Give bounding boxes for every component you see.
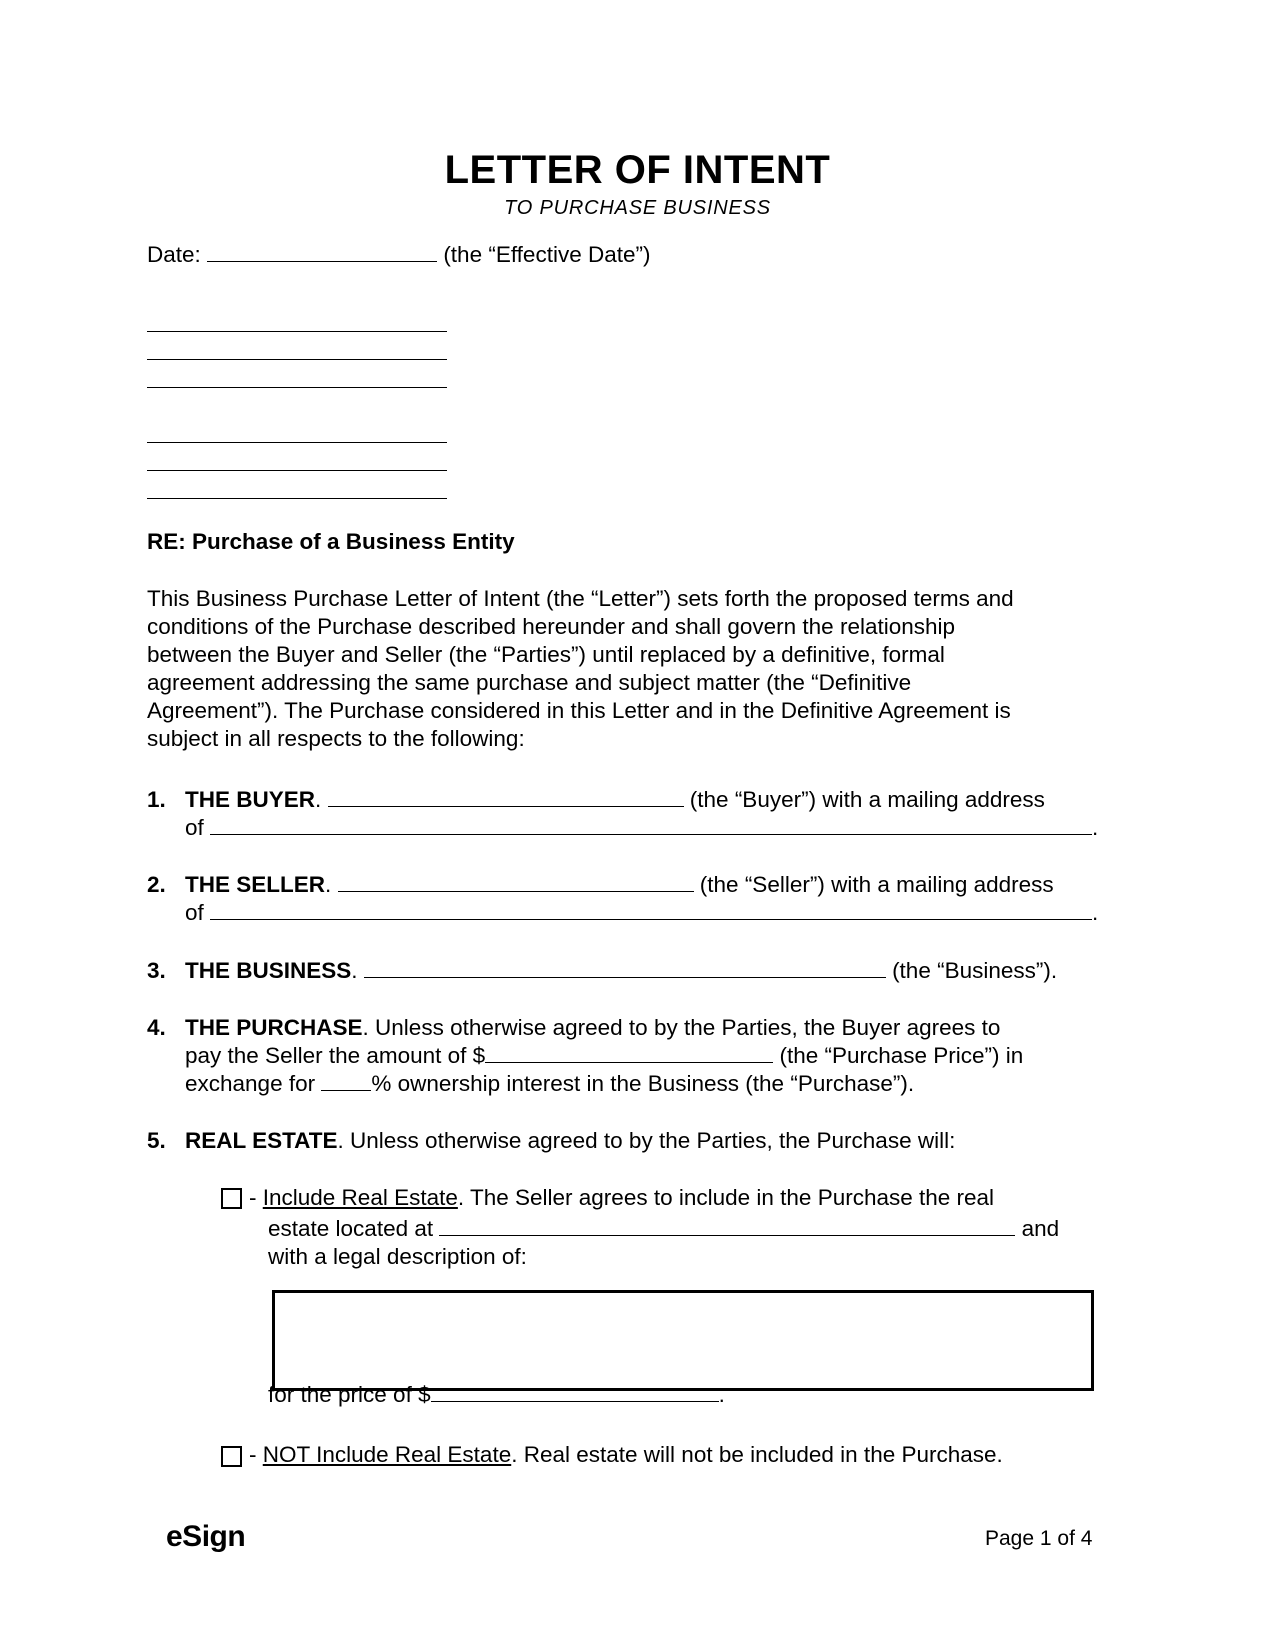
seller-name-field[interactable] xyxy=(338,871,694,892)
real-estate-text: Unless otherwise agreed to by the Parties, the Purchase will: xyxy=(350,1128,956,1153)
purchase-text: Unless otherwise agreed to by the Parties, the Buyer agrees to xyxy=(375,1015,1001,1040)
ownership-percent-field[interactable] xyxy=(321,1070,371,1091)
intro-line: conditions of the Purchase described hereunder and shall govern the relationship xyxy=(147,614,956,639)
seller-of-label: of xyxy=(185,900,204,925)
exclude-option-line: - NOT Include Real Estate. Real estate will not be included in the Purchase. xyxy=(249,1442,1003,1467)
page-number: Page 1 of 4 xyxy=(985,1527,1093,1550)
price-label: for the price of $ xyxy=(268,1382,431,1407)
intro-line: subject in all respects to the following: xyxy=(147,726,525,751)
and-text: and xyxy=(1021,1216,1060,1241)
buyer-address-field[interactable] xyxy=(210,814,1092,835)
include-real-estate-checkbox[interactable] xyxy=(221,1188,242,1209)
buyer-heading: THE BUYER xyxy=(185,787,316,812)
date-field[interactable] xyxy=(207,241,437,262)
recipient-address-line-2[interactable] xyxy=(147,359,447,360)
section-number: 2. xyxy=(147,872,166,897)
sender-address-line-2[interactable] xyxy=(147,470,447,471)
esign-logo: eSign xyxy=(166,1520,246,1553)
business-text: (the “Business”). xyxy=(892,958,1058,983)
effective-date-text: (the “Effective Date”) xyxy=(443,242,651,267)
intro-line: between the Buyer and Seller (the “Parties”) until replaced by a definitive, formal xyxy=(147,642,945,667)
document-title: LETTER OF INTENT xyxy=(444,148,831,192)
intro-line: Agreement”). The Purchase considered in this Letter and in the Definitive Agreement is xyxy=(147,698,1011,723)
re-line: RE: Purchase of a Business Entity xyxy=(147,529,515,554)
exchange-for-label: exchange for xyxy=(185,1071,316,1096)
include-option-line-2 xyxy=(268,1215,1059,1243)
include-option-line-1: - Include Real Estate. The Seller agrees to include in the Purchase the real xyxy=(249,1185,995,1210)
estate-located-label: estate located at xyxy=(268,1216,434,1241)
purchase-line-2 xyxy=(185,1042,1023,1070)
real-estate-price-line xyxy=(268,1381,725,1409)
real-estate-price-field[interactable] xyxy=(431,1381,719,1402)
intro-line: agreement addressing the same purchase and subject matter (the “Definitive xyxy=(147,670,912,695)
seller-heading: THE SELLER xyxy=(185,872,326,897)
seller-address-field[interactable] xyxy=(210,899,1092,920)
purchase-heading: THE PURCHASE xyxy=(185,1015,363,1040)
include-real-estate-text: The Seller agrees to include in the Purchase the real xyxy=(469,1185,995,1210)
sender-address-line-3[interactable] xyxy=(147,498,447,499)
section-number: 4. xyxy=(147,1015,166,1040)
not-include-real-estate-label: NOT Include Real Estate xyxy=(262,1442,512,1467)
document-subtitle: TO PURCHASE BUSINESS xyxy=(504,197,771,219)
section-number: 1. xyxy=(147,787,166,812)
seller-line-1: THE SELLER. (the “Seller”) with a mailing address xyxy=(185,872,1054,897)
buyer-of-label: of xyxy=(185,815,204,840)
date-label: Date: xyxy=(147,242,201,267)
real-estate-heading: REAL ESTATE xyxy=(185,1128,338,1153)
legal-description-box[interactable] xyxy=(272,1290,1094,1391)
date-row xyxy=(147,241,650,269)
section-number: 5. xyxy=(147,1128,166,1153)
business-line: THE BUSINESS. (the “Business”). xyxy=(185,958,1058,983)
purchase-price-field[interactable] xyxy=(485,1042,773,1063)
buyer-line-1: THE BUYER. (the “Buyer”) with a mailing address xyxy=(185,787,1045,812)
seller-line-2: of . xyxy=(185,900,1099,925)
intro-paragraph xyxy=(147,585,1014,753)
buyer-name-field[interactable] xyxy=(328,786,684,807)
recipient-address-line-1[interactable] xyxy=(147,331,447,332)
business-heading: THE BUSINESS xyxy=(185,958,352,983)
intro-line: This Business Purchase Letter of Intent (the “Letter”) sets forth the proposed terms and xyxy=(147,586,1014,611)
buyer-text: (the “Buyer”) with a mailing address xyxy=(689,787,1045,812)
legal-description-label: with a legal description of: xyxy=(268,1244,527,1269)
purchase-line-1: THE PURCHASE. Unless otherwise agreed to by the Parties, the Buyer agrees to xyxy=(185,1015,1001,1040)
seller-text: (the “Seller”) with a mailing address xyxy=(699,872,1054,897)
include-real-estate-label: Include Real Estate xyxy=(262,1185,458,1210)
buyer-line-2: of . xyxy=(185,815,1099,840)
business-name-field[interactable] xyxy=(364,957,886,978)
ownership-text: % ownership interest in the Business (the “Purchase”). xyxy=(371,1071,915,1096)
estate-location-field[interactable] xyxy=(439,1215,1015,1236)
sender-address-line-1[interactable] xyxy=(147,442,447,443)
purchase-amount-label: pay the Seller the amount of $ xyxy=(185,1043,486,1068)
purchase-price-text: (the “Purchase Price”) in xyxy=(779,1043,1024,1068)
not-include-real-estate-checkbox[interactable] xyxy=(221,1446,242,1467)
section-number: 3. xyxy=(147,958,166,983)
recipient-address-line-3[interactable] xyxy=(147,387,447,388)
purchase-line-3 xyxy=(185,1070,914,1098)
price-period: . xyxy=(718,1382,725,1407)
real-estate-line: REAL ESTATE. Unless otherwise agreed to by the Parties, the Purchase will: xyxy=(185,1128,956,1153)
not-include-real-estate-text: Real estate will not be included in the Purchase. xyxy=(523,1442,1003,1467)
